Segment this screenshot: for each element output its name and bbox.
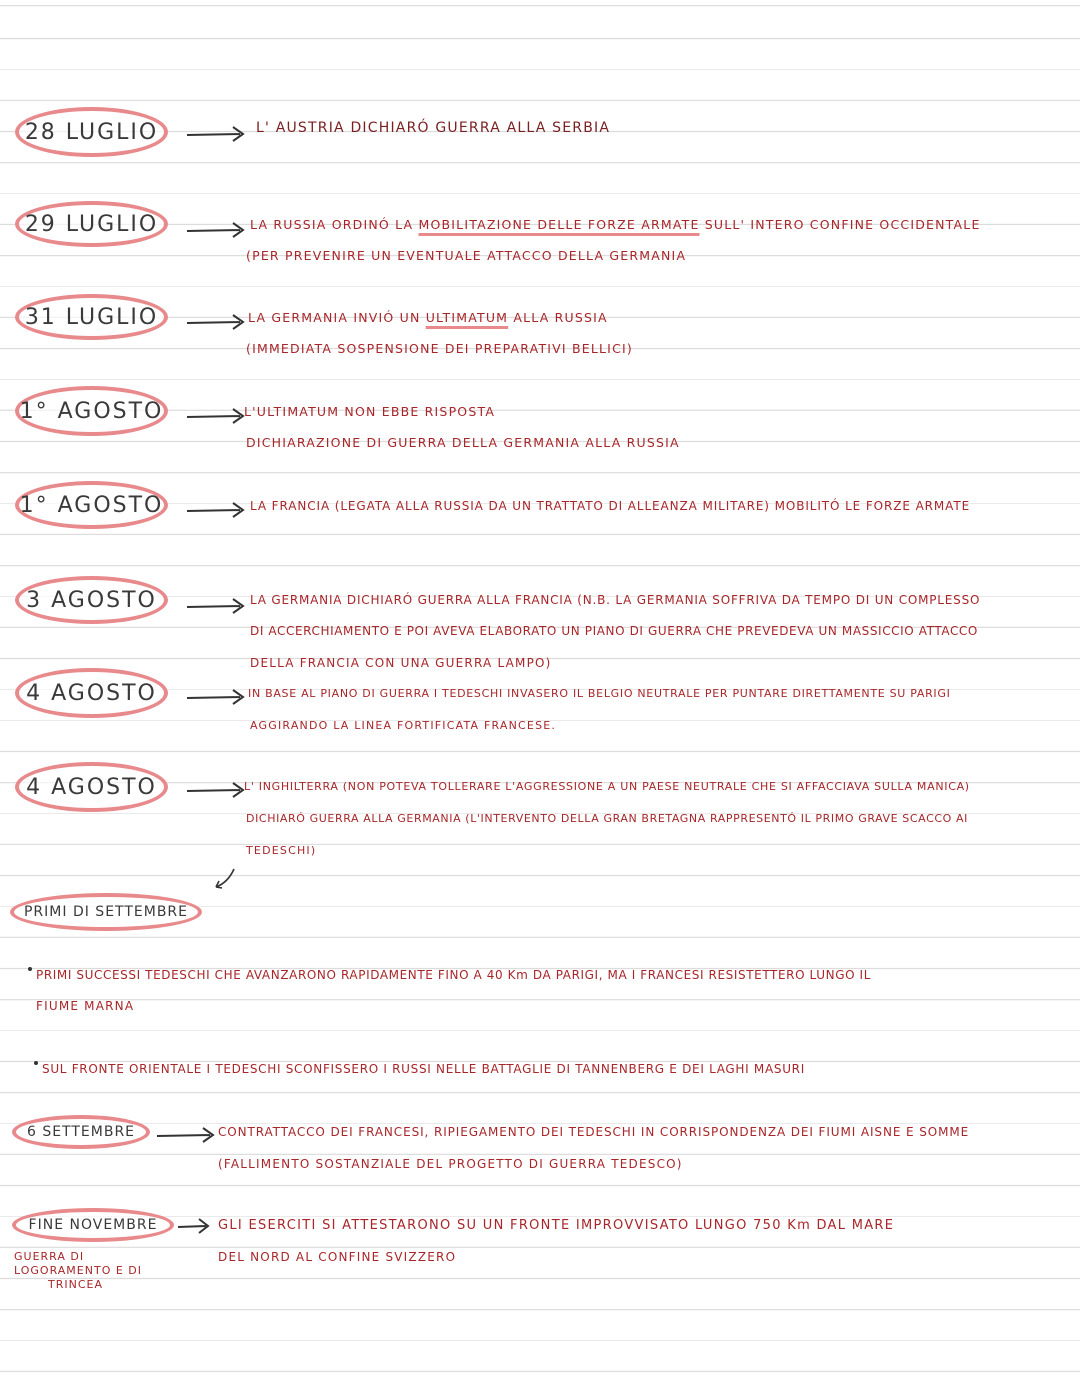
- entry-text: DICHIARAZIONE DI GUERRA DELLA GERMANIA ALLA RUSSIA: [246, 435, 680, 450]
- entry-text: GLI ESERCITI SI ATTESTARONO SU UN FRONTE IMPROVVISATO LUNGO 750 Km DAL MARE: [218, 1218, 895, 1233]
- arrow-icon: [185, 120, 247, 144]
- entry-text: [248, 312, 608, 325]
- entry-text-part: ALLA RUSSIA: [508, 310, 608, 325]
- date-label: PRIMI DI SETTEMBRE: [23, 904, 188, 920]
- side-note: [14, 1250, 142, 1291]
- side-note-line: LOGORAMENTO E DI: [14, 1263, 143, 1277]
- entry-text-part: LA GERMANIA INVIÓ UN: [248, 310, 426, 325]
- underlined-term: ULTIMATUM: [425, 310, 509, 325]
- side-note-line: GUERRA DI: [14, 1250, 85, 1263]
- date-oval: [12, 1208, 174, 1242]
- arrow-icon: [176, 1213, 212, 1237]
- entry-text: TEDESCHI): [246, 844, 317, 857]
- date-label: 4 AGOSTO: [26, 774, 157, 800]
- entry-text: LA GERMANIA DICHIARÓ GUERRA ALLA FRANCIA (N.B. LA GERMANIA SOFFRIVA DA TEMPO DI UN COMPLESSO: [250, 593, 981, 607]
- date-oval: [15, 294, 168, 340]
- bullet-text: SUL FRONTE ORIENTALE I TEDESCHI SCONFISSERO I RUSSI NELLE BATTAGLIE DI TANNENBERG E DEI LAGHI MASURI: [42, 1062, 805, 1076]
- entry-text: AGGIRANDO LA LINEA FORTIFICATA FRANCESE.: [250, 719, 557, 732]
- arrow-icon: [155, 1121, 217, 1145]
- date-oval: [15, 576, 168, 624]
- entry-text: L'ULTIMATUM NON EBBE RISPOSTA: [244, 404, 496, 419]
- entry-text: DICHIARÓ GUERRA ALLA GERMANIA (L'INTERVENTO DELLA GRAN BRETAGNA RAPPRESENTÓ IL PRIMO GRAVE SCACCO AI: [246, 812, 968, 825]
- entry-text: L' INGHILTERRA (NON POTEVA TOLLERARE L'AGGRESSIONE A UN PAESE NEUTRALE CHE SI AFFACCIAVA SULLA MANICA): [244, 780, 970, 793]
- side-note-line: TRINCEA: [48, 1277, 103, 1291]
- entry-text: (PER PREVENIRE UN EVENTUALE ATTACCO DELLA GERMANIA: [246, 248, 687, 263]
- date-oval: [15, 386, 168, 436]
- arrow-icon: [185, 402, 247, 426]
- date-oval: [10, 893, 202, 931]
- date-label: 1° AGOSTO: [19, 492, 164, 518]
- date-label: FINE NOVEMBRE: [28, 1217, 158, 1233]
- entry-text: DELLA FRANCIA CON UNA GUERRA LAMPO): [250, 656, 552, 670]
- entry-text: DI ACCERCHIAMENTO E POI AVEVA ELABORATO UN PIANO DI GUERRA CHE PREVEDEVA UN MASSICCIO ATTACCO: [250, 624, 978, 638]
- date-label: 1° AGOSTO: [19, 398, 164, 424]
- entry-text: (FALLIMENTO SOSTANZIALE DEL PROGETTO DI GUERRA TEDESCO): [218, 1157, 683, 1171]
- arrow-icon: [185, 683, 247, 707]
- date-label: 31 LUGLIO: [24, 304, 159, 330]
- date-oval: [15, 201, 168, 247]
- bullet-text: FIUME MARNA: [36, 999, 135, 1013]
- curved-arrow-icon: [210, 866, 240, 896]
- arrow-icon: [185, 776, 247, 800]
- date-oval: [15, 481, 168, 529]
- date-label: 6 SETTEMBRE: [26, 1124, 136, 1140]
- date-oval: [12, 1115, 150, 1149]
- date-oval: [15, 668, 168, 718]
- date-label: 28 LUGLIO: [24, 119, 159, 145]
- date-oval: [15, 762, 168, 812]
- arrow-icon: [185, 496, 247, 520]
- entry-text: [250, 219, 981, 232]
- entry-text: CONTRATTACCO DEI FRANCESI, RIPIEGAMENTO DEI TEDESCHI IN CORRISPONDENZA DEI FIUMI AISNE E SOMME: [218, 1125, 970, 1139]
- date-oval: [15, 107, 168, 157]
- entry-text-part: SULL' INTERO CONFINE OCCIDENTALE: [699, 217, 981, 232]
- bullet-dot: [28, 967, 32, 971]
- date-label: 4 AGOSTO: [26, 680, 157, 706]
- underlined-term: MOBILITAZIONE DELLE FORZE ARMATE: [418, 217, 700, 232]
- entry-text: DEL NORD AL CONFINE SVIZZERO: [218, 1250, 457, 1264]
- entry-text-part: LA RUSSIA ORDINÓ LA: [250, 217, 419, 232]
- entry-text: L' AUSTRIA DICHIARÓ GUERRA ALLA SERBIA: [256, 120, 611, 136]
- entry-text: IN BASE AL PIANO DI GUERRA I TEDESCHI INVASERO IL BELGIO NEUTRALE PER PUNTARE DIRETTAMENTE SU PARIGI: [248, 687, 951, 700]
- bullet-text: PRIMI SUCCESSI TEDESCHI CHE AVANZARONO RAPIDAMENTE FINO A 40 Km DA PARIGI, MA I FRANCESI RESISTETTERO LUNGO IL: [36, 968, 871, 982]
- arrow-icon: [185, 308, 247, 332]
- date-label: 29 LUGLIO: [24, 211, 159, 237]
- entry-text: (IMMEDIATA SOSPENSIONE DEI PREPARATIVI BELLICI): [246, 341, 633, 356]
- entry-text: LA FRANCIA (LEGATA ALLA RUSSIA DA UN TRATTATO DI ALLEANZA MILITARE) MOBILITÓ LE FORZE ARMATE: [250, 499, 971, 513]
- date-label: 3 AGOSTO: [26, 587, 157, 613]
- arrow-icon: [185, 592, 247, 616]
- bullet-dot: [34, 1061, 38, 1065]
- arrow-icon: [185, 216, 247, 240]
